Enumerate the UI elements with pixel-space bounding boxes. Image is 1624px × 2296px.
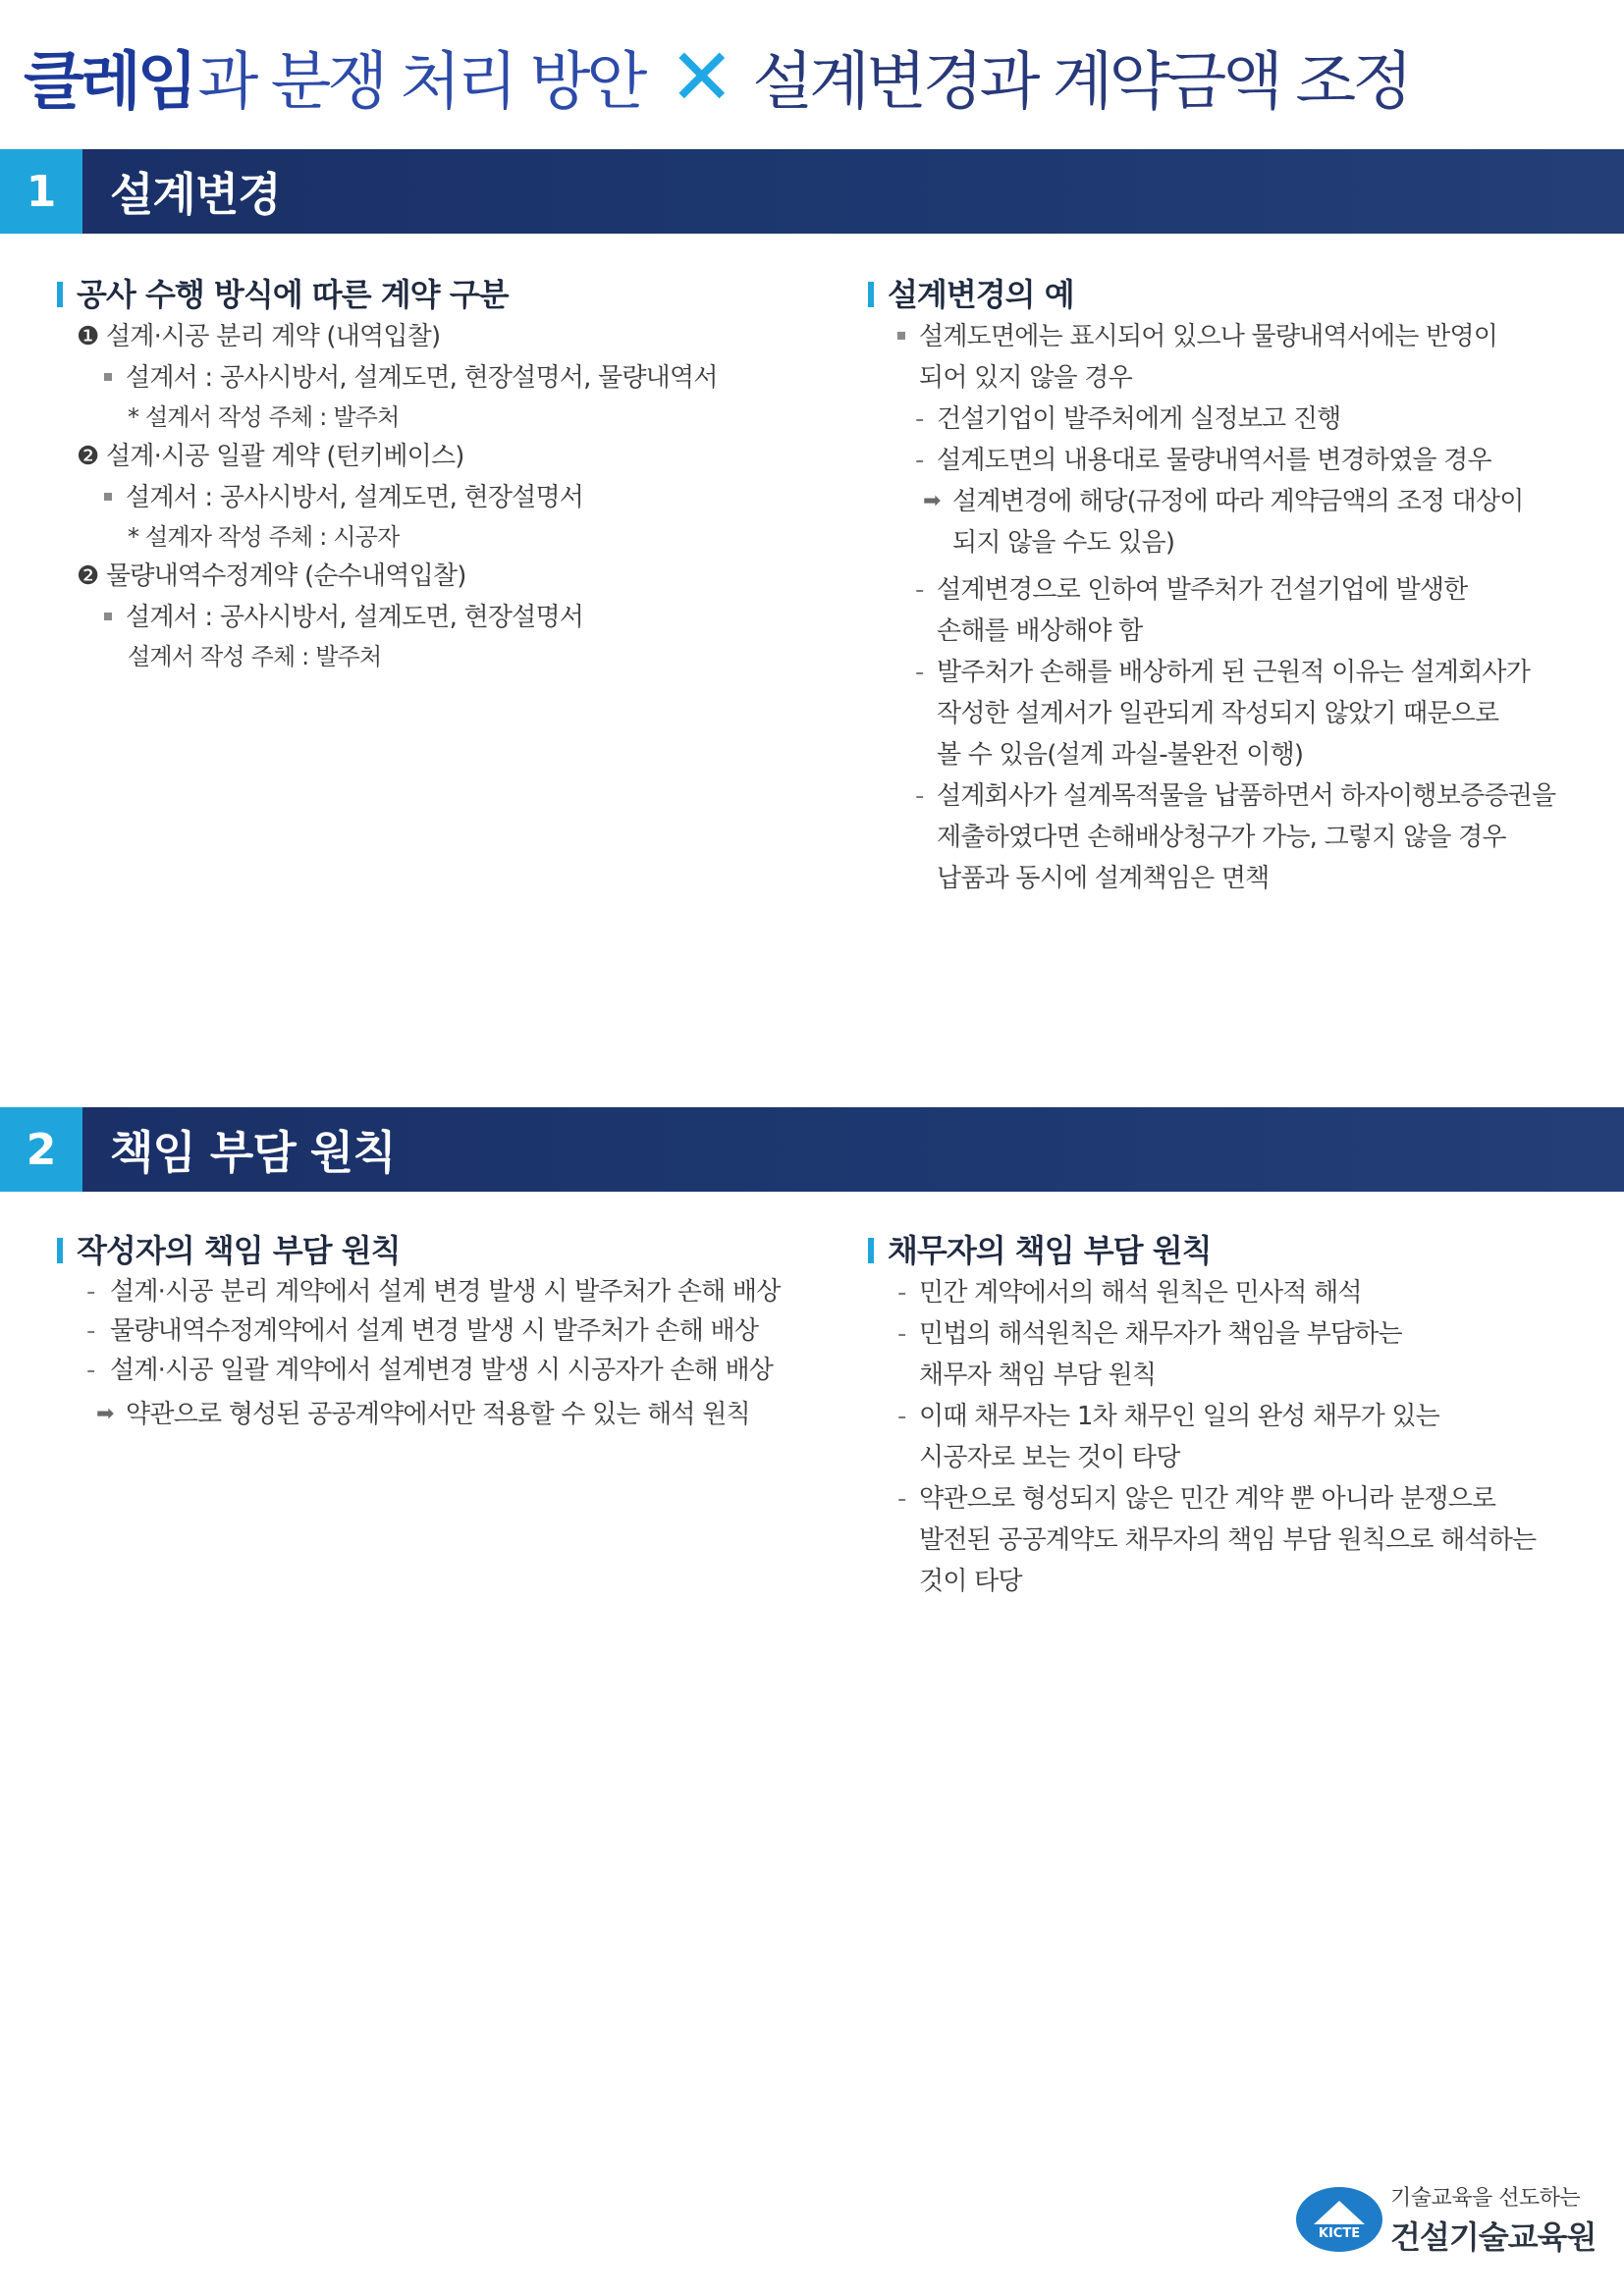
arrow-right-icon: ➡ <box>923 489 941 513</box>
list-item: - 민간 계약에서의 해석 원칙은 민사적 해석 <box>868 1272 1595 1313</box>
section-2-right-column <box>868 1229 1595 1602</box>
list-item: - 발주처가 손해를 배상하게 된 근원적 이유는 설계회사가 <box>868 652 1595 693</box>
dash-bullet-icon: - <box>915 781 924 811</box>
title-subtitle: 설계변경과 계약금액 조정 <box>752 46 1410 119</box>
list-item: 되어 있지 않을 경우 <box>919 363 1132 393</box>
list-item: 설계서 : 공사시방서, 설계도면, 현장설명서 <box>57 597 833 638</box>
dash-bullet-icon: - <box>86 1277 95 1307</box>
list-item: - 설계·시공 분리 계약에서 설계 변경 발생 시 발주처가 손해 배상 <box>57 1272 842 1311</box>
arrow-right-icon: ➡ <box>96 1402 114 1426</box>
list-item: - 건설기업이 발주처에게 실정보고 진행 <box>868 399 1595 440</box>
list-item: * 설계자 작성 주체 : 시공자 <box>128 523 400 551</box>
list-item: - 설계·시공 일괄 계약에서 설계변경 발생 시 시공자가 손해 배상 <box>57 1351 842 1390</box>
dash-bullet-icon: - <box>915 446 924 475</box>
list-item: ❶ 설계·시공 분리 계약 (내역입찰) <box>77 322 441 351</box>
list-item: - 설계변경으로 인하여 발주처가 건설기업에 발생한 <box>868 569 1595 611</box>
list-item: - 민법의 해석원칙은 채무자가 책임을 부담하는 <box>868 1313 1595 1355</box>
section-2-right-heading: 채무자의 책임 부담 원칙 <box>868 1229 1595 1272</box>
list-item: ❷ 설계·시공 일괄 계약 (턴키베이스) <box>77 442 464 471</box>
section-1-right-heading: 설계변경의 예 <box>868 273 1595 316</box>
section-1-right-column <box>868 273 1595 899</box>
section-1-bar <box>0 149 1624 234</box>
section-2-number: 2 <box>0 1107 82 1192</box>
square-bullet-icon <box>897 332 905 340</box>
list-item: - 설계회사가 설계목적물을 납품하면서 하자이행보증증권을 <box>868 775 1595 817</box>
dash-bullet-icon: - <box>897 1484 906 1514</box>
kicte-logo-icon <box>1296 2187 1382 2252</box>
dash-bullet-icon: - <box>897 1319 906 1349</box>
list-item: 설계도면에는 표시되어 있으나 물량내역서에는 반영이 <box>868 316 1595 357</box>
list-item: 제출하였다면 손해배상청구가 가능, 그렇지 않을 경우 <box>937 823 1506 852</box>
list-item: 발전된 공공계약도 채무자의 책임 부담 원칙으로 해석하는 <box>919 1525 1537 1555</box>
list-item: 되지 않을 수도 있음) <box>952 528 1175 558</box>
square-bullet-icon <box>104 613 112 620</box>
list-item: 설계서 작성 주체 : 발주처 <box>128 643 382 670</box>
footer-tagline: 기술교육을 선도하는 <box>1390 2186 1581 2211</box>
list-item: 설계서 : 공사시방서, 설계도면, 현장설명서 <box>57 477 833 518</box>
list-item: * 설계서 작성 주체 : 발주처 <box>128 403 400 431</box>
list-item: 납품과 동시에 설계책임은 면책 <box>937 864 1270 893</box>
roof-shape <box>1314 2201 1365 2224</box>
logo-text: KICTE <box>1318 2226 1361 2241</box>
dash-bullet-icon: - <box>86 1316 95 1346</box>
list-item: - 물량내역수정계약에서 설계 변경 발생 시 발주처가 손해 배상 <box>57 1311 842 1351</box>
list-item: - 설계도면의 내용대로 물량내역서를 변경하였을 경우 <box>868 440 1595 481</box>
list-item: 설계서 : 공사시방서, 설계도면, 현장설명서, 물량내역서 <box>57 357 833 399</box>
dash-bullet-icon: - <box>897 1278 906 1308</box>
list-item: 시공자로 보는 것이 타당 <box>919 1443 1180 1472</box>
list-item: 볼 수 있음(설계 과실-불완전 이행) <box>937 740 1304 770</box>
title-bold: 클레임 <box>24 46 194 119</box>
list-item: ➡ 약관으로 형성된 공공계약에서만 적용할 수 있는 해석 원칙 <box>57 1394 842 1435</box>
dash-bullet-icon: - <box>915 575 924 605</box>
section-2-left-heading: 작성자의 책임 부담 원칙 <box>57 1229 842 1272</box>
list-item: 작성한 설계서가 일관되게 작성되지 않았기 때문으로 <box>937 699 1499 728</box>
list-item: 채무자 책임 부담 원칙 <box>919 1361 1157 1390</box>
square-bullet-icon <box>104 373 112 381</box>
section-1-title: 설계변경 <box>110 168 281 221</box>
title-separator-icon: ✕ <box>669 30 735 123</box>
section-1-number: 1 <box>0 149 82 234</box>
square-bullet-icon <box>104 493 112 501</box>
section-2-left-column <box>57 1229 842 1435</box>
section-2-title: 책임 부담 원칙 <box>110 1126 396 1179</box>
footer-org-name: 건설기술교육원 <box>1390 2218 1597 2256</box>
list-item: 것이 타당 <box>919 1567 1022 1596</box>
list-item: - 이때 채무자는 1차 채무인 일의 완성 채무가 있는 <box>868 1396 1595 1437</box>
list-item: 손해를 배상해야 함 <box>937 616 1143 646</box>
dash-bullet-icon: - <box>915 658 924 687</box>
dash-bullet-icon: - <box>915 404 924 434</box>
title-light: 과 분쟁 처리 방안 <box>197 46 644 119</box>
footer-brand <box>1296 2181 1597 2264</box>
section-2-bar <box>0 1107 1624 1192</box>
list-item: ❷ 물량내역수정계약 (순수내역입찰) <box>77 561 466 591</box>
section-1-left-heading: 공사 수행 방식에 따른 계약 구분 <box>57 273 833 316</box>
dash-bullet-icon: - <box>86 1356 95 1385</box>
list-item: ➡ 설계변경에 해당(규정에 따라 계약금액의 조정 대상이 <box>868 481 1595 522</box>
list-item: - 약관으로 형성되지 않은 민간 계약 뿐 아니라 분쟁으로 <box>868 1478 1595 1520</box>
section-1-left-column <box>57 273 833 675</box>
dash-bullet-icon: - <box>897 1402 906 1431</box>
page-title <box>24 27 1409 126</box>
